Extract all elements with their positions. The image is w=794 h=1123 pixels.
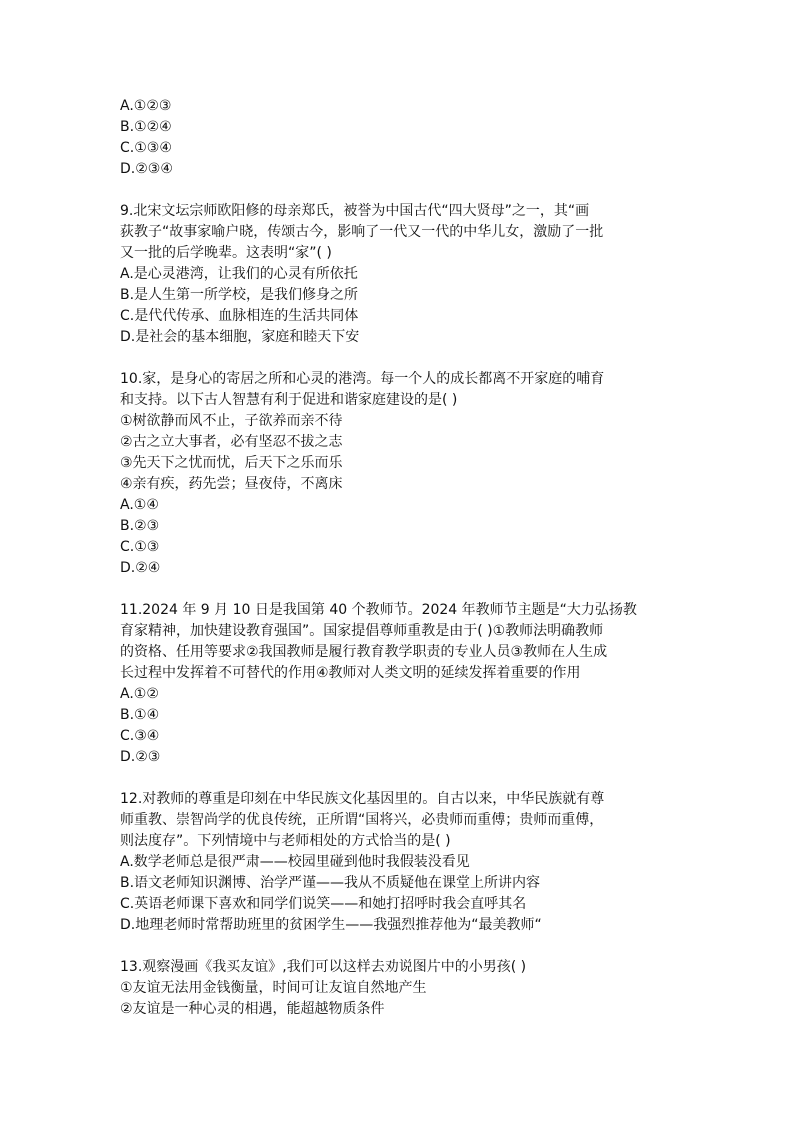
- previous-question-options: [120, 96, 690, 180]
- answer-option: A.是心灵港湾，让我们的心灵有所依托: [120, 266, 358, 282]
- answer-option: A.①②③: [120, 98, 172, 114]
- question-stem: 的资格、任用等要求②我国教师是履行教育教学职责的专业人员③教师在人生成: [120, 644, 608, 660]
- question-stem: 11.2024 年 9 月 10 日是我国第 40 个教师节。2024 年教师节主题是“大力弘扬教: [120, 602, 637, 618]
- answer-option: A.①④: [120, 497, 159, 513]
- question-block: [120, 201, 690, 348]
- question-stem: 师重教、崇智尚学的优良传统，正所谓“国将兴，必贵师而重傅；贵师而重傅，: [120, 812, 604, 828]
- answer-option: B.是人生第一所学校，是我们修身之所: [120, 287, 359, 303]
- question-stem: 和支持。以下古人智慧有利于促进和谐家庭建设的是( ): [120, 392, 458, 408]
- answer-option: C.英语老师课下喜欢和同学们说笑——和她打招呼时我会直呼其名: [120, 896, 527, 912]
- answer-option: D.②③: [120, 749, 161, 765]
- question-stem: 13.观察漫画《我买友谊》,我们可以这样去劝说图片中的小男孩( ): [120, 959, 527, 975]
- question-content: [120, 96, 690, 1041]
- answer-option: D.是社会的基本细胞，家庭和睦天下安: [120, 329, 360, 345]
- answer-option: D.②④: [120, 560, 161, 576]
- answer-option: A.数学老师总是很严肃——校园里碰到他时我假装没看见: [120, 854, 470, 870]
- question-stem: 长过程中发挥着不可替代的作用④教师对人类文明的延续发挥着重要的作用: [120, 665, 581, 681]
- question-stem: 又一批的后学晚辈。这表明“家”( ): [120, 245, 332, 261]
- question-stem: 9.北宋文坛宗师欧阳修的母亲郑氏，被誉为中国古代“四大贤母”之一，其“画: [120, 203, 590, 219]
- answer-option: B.①②④: [120, 119, 172, 135]
- question-block: [120, 789, 690, 936]
- answer-option: C.①③④: [120, 140, 172, 156]
- question-stem: 10.家，是身心的寄居之所和心灵的港湾。每一个人的成长都离不开家庭的哺育: [120, 371, 605, 387]
- question-stem: 育家精神，加快建设教育强国”。国家提倡尊师重教是由于( )①教师法明确教师: [120, 623, 604, 639]
- statement-item: ②古之立大事者，必有坚忍不拔之志: [120, 434, 343, 450]
- answer-option: D.地理老师时常帮助班里的贫困学生——我强烈推荐他为“最美教师“: [120, 917, 542, 933]
- statement-item: ②友谊是一种心灵的相遇，能超越物质条件: [120, 1001, 385, 1017]
- statement-item: ①树欲静而风不止，子欲养而亲不待: [120, 413, 343, 429]
- question-block: [120, 600, 690, 768]
- answer-option: C.①③: [120, 539, 160, 555]
- answer-option: C.是代代传承、血脉相连的生活共同体: [120, 308, 359, 324]
- answer-option: D.②③④: [120, 161, 173, 177]
- question-list: [120, 201, 690, 1020]
- question-stem: 12.对教师的尊重是印刻在中华民族文化基因里的。自古以来，中华民族就有尊: [120, 791, 605, 807]
- statement-item: ①友谊无法用金钱衡量，时间可让友谊自然地产生: [120, 980, 427, 996]
- answer-option: A.①②: [120, 686, 159, 702]
- question-stem: 荻教子“故事家喻户晓，传颂古今，影响了一代又一代的中华儿女，激励了一批: [120, 224, 604, 240]
- statement-item: ③先天下之忧而忧，后天下之乐而乐: [120, 455, 343, 471]
- answer-option: C.③④: [120, 728, 160, 744]
- answer-option: B.②③: [120, 518, 160, 534]
- answer-option: B.①④: [120, 707, 160, 723]
- question-block: [120, 957, 690, 1020]
- question-block: [120, 369, 690, 579]
- question-stem: 则法度存”。下列情境中与老师相处的方式恰当的是( ): [120, 833, 451, 849]
- answer-option: B.语文老师知识渊博、治学严谨——我从不质疑他在课堂上所讲内容: [120, 875, 541, 891]
- statement-item: ④亲有疾，药先尝；昼夜侍，不离床: [120, 476, 343, 492]
